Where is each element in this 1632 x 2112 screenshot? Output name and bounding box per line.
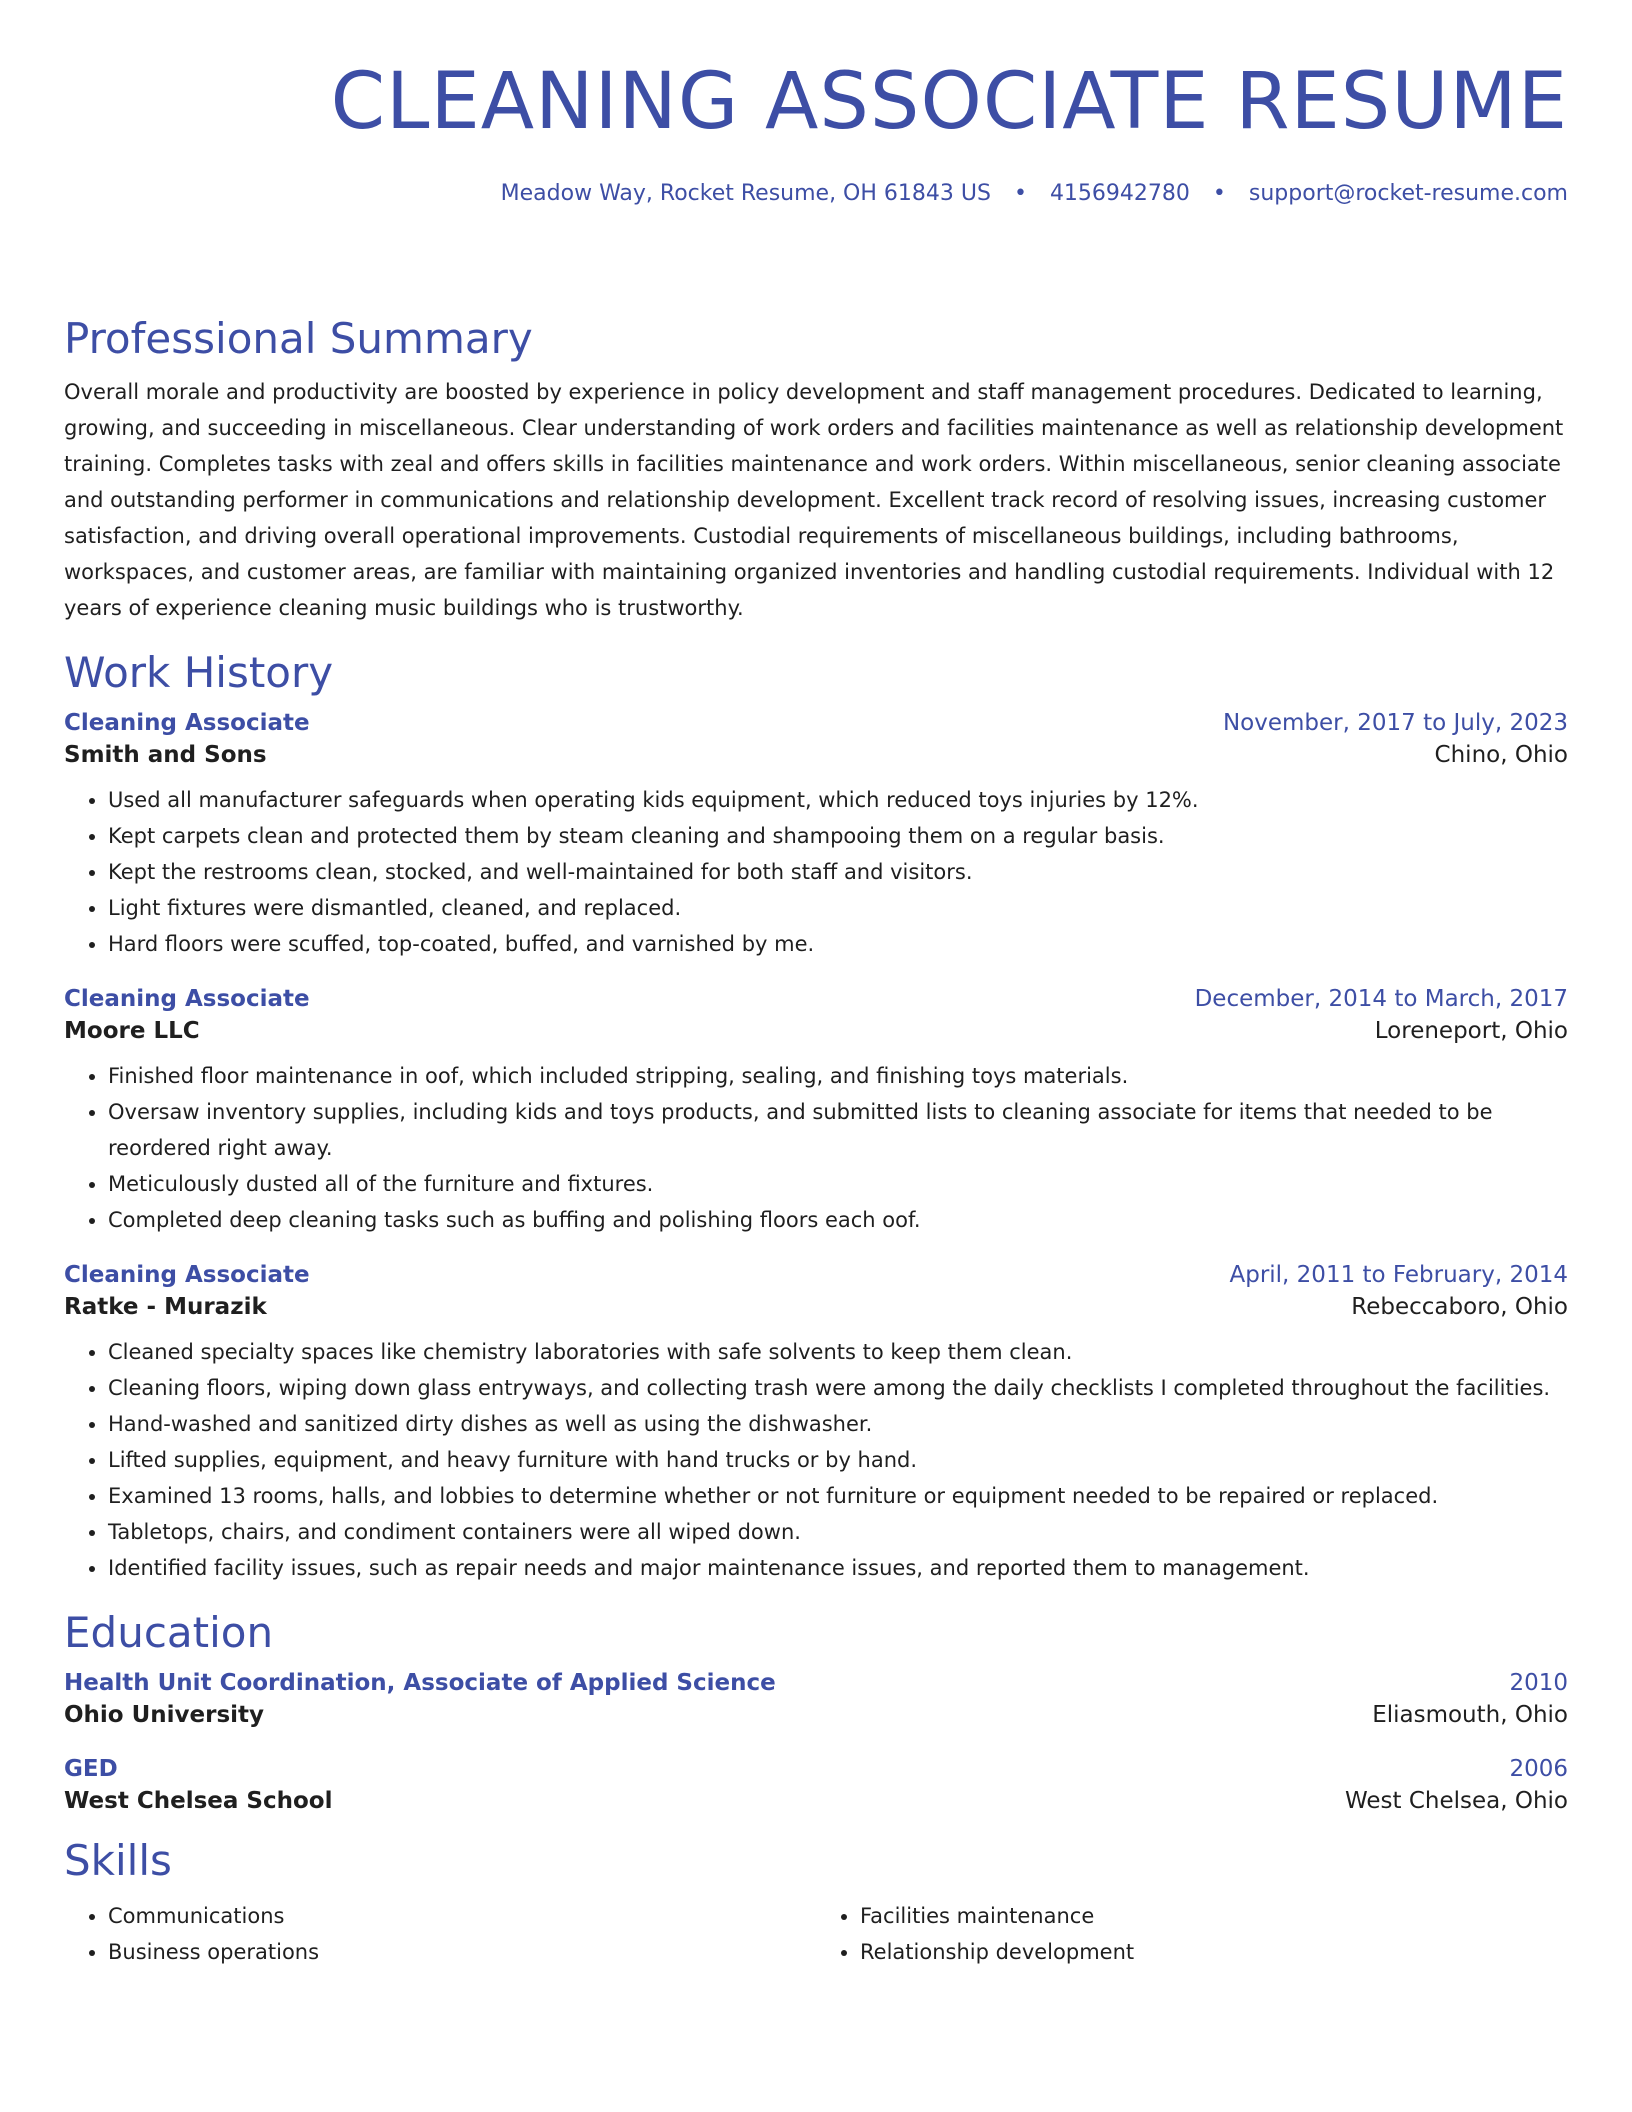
list-item: • Kept the restrooms clean, stocked, and well-maintained for both staff and visitors. — [108, 854, 1568, 890]
education-location: Eliasmouth, Ohio — [1372, 1702, 1568, 1728]
skills-list-right — [816, 1898, 1568, 1970]
education-degree: Health Unit Coordination, Associate of Applied Science — [64, 1670, 776, 1696]
section-heading-skills: Skills — [64, 1836, 172, 1885]
job-company: Smith and Sons — [64, 742, 267, 768]
contact-email: support@rocket-resume.com — [1248, 181, 1568, 206]
education-year: 2010 — [1509, 1670, 1568, 1696]
contact-separator: • — [1212, 181, 1226, 206]
list-item: • Finished floor maintenance in oof, which included stripping, sealing, and finishing toys materials. — [108, 1058, 1568, 1094]
list-item: • Cleaning floors, wiping down glass entryways, and collecting trash were among the daily checklists I completed throughout the facilities. — [108, 1370, 1568, 1406]
list-item: • Tabletops, chairs, and condiment containers were all wiped down. — [108, 1514, 1568, 1550]
skills-columns — [64, 1898, 1568, 1970]
list-item: • Used all manufacturer safeguards when operating kids equipment, which reduced toys injuries by 12%. — [108, 782, 1568, 818]
section-heading-education: Education — [64, 1608, 274, 1657]
list-item: • Identified facility issues, such as repair needs and major maintenance issues, and reported them to management. — [108, 1550, 1568, 1586]
contact-address: Meadow Way, Rocket Resume, OH 61843 US — [500, 181, 991, 206]
list-item: • Hand-washed and sanitized dirty dishes as well as using the dishwasher. — [108, 1406, 1568, 1442]
education-section — [64, 1608, 1568, 1814]
job-title-row — [64, 986, 1568, 1012]
list-item: • Meticulously dusted all of the furniture and fixtures. — [108, 1166, 1568, 1202]
list-item: • Cleaned specialty spaces like chemistry laboratories with safe solvents to keep them clean. — [108, 1334, 1568, 1370]
job-entry — [64, 710, 1568, 962]
job-entry — [64, 1262, 1568, 1586]
education-school-row — [64, 1702, 1568, 1728]
education-degree-row — [64, 1756, 1568, 1782]
education-entry — [64, 1756, 1568, 1814]
skill-item: • Facilities maintenance — [860, 1898, 1568, 1934]
list-item: • Kept carpets clean and protected them by steam cleaning and shampooing them on a regular basis. — [108, 818, 1568, 854]
summary-section — [64, 314, 1568, 626]
job-title-row — [64, 710, 1568, 736]
job-location: Rebeccaboro, Ohio — [1351, 1294, 1568, 1320]
job-dates: November, 2017 to July, 2023 — [1222, 710, 1568, 736]
education-school-row — [64, 1788, 1568, 1814]
education-degree-row — [64, 1670, 1568, 1696]
summary-text: Overall morale and productivity are boosted by experience in policy development and staff management procedures. Dedicated to learning, growing, and succeeding in miscellaneous. Clear understanding of work orders and facilities maintenance as well as relationship development training. Completes tasks with zeal and offers skills in facilities maintenance and work orders. Within miscellaneous, senior cleaning associate and outstanding performer in communications and relationship development. Excellent track record of resolving issues, increasing customer satisfaction, and driving overall operational improvements. Custodial requirements of miscellaneous buildings, including bathrooms, workspaces, and customer areas, are familiar with maintaining organized inventories and handling custodial requirements. Individual with 12 years of experience cleaning music buildings who is trustworthy. — [64, 380, 1564, 620]
job-title-row — [64, 1262, 1568, 1288]
job-location: Chino, Ohio — [1434, 742, 1568, 768]
job-company: Moore LLC — [64, 1018, 200, 1044]
section-heading-summary: Professional Summary — [64, 314, 533, 363]
resume-title: CLEANING ASSOCIATE RESUME — [330, 57, 1568, 147]
job-location: Loreneport, Ohio — [1374, 1018, 1568, 1044]
job-entry — [64, 986, 1568, 1238]
contact-phone: 4156942780 — [1049, 181, 1190, 206]
job-company: Ratke - Murazik — [64, 1294, 267, 1320]
job-title: Cleaning Associate — [64, 1262, 310, 1288]
skills-list-left — [64, 1898, 816, 1970]
education-year: 2006 — [1509, 1756, 1568, 1782]
skills-section — [64, 1836, 1568, 1970]
education-school: West Chelsea School — [64, 1788, 333, 1814]
job-company-row — [64, 1294, 1568, 1320]
list-item: • Examined 13 rooms, halls, and lobbies to determine whether or not furniture or equipment needed to be repaired or replaced. — [108, 1478, 1568, 1514]
education-school: Ohio University — [64, 1702, 265, 1728]
work-history-section — [64, 648, 1568, 1586]
skill-item: • Communications — [108, 1898, 816, 1934]
skill-item: • Business operations — [108, 1934, 816, 1970]
job-dates: April, 2011 to February, 2014 — [1229, 1262, 1568, 1288]
job-bullets — [64, 782, 1568, 962]
list-item: • Completed deep cleaning tasks such as buffing and polishing floors each oof. — [108, 1202, 1568, 1238]
list-item: • Lifted supplies, equipment, and heavy furniture with hand trucks or by hand. — [108, 1442, 1568, 1478]
job-dates: December, 2014 to March, 2017 — [1194, 986, 1568, 1012]
job-bullets — [64, 1058, 1568, 1238]
education-location: West Chelsea, Ohio — [1344, 1788, 1568, 1814]
job-company-row — [64, 1018, 1568, 1044]
list-item: • Oversaw inventory supplies, including kids and toys products, and submitted lists to cleaning associate for items that needed to be reordered right away. — [108, 1094, 1568, 1166]
section-heading-work-history: Work History — [64, 648, 334, 697]
contact-line — [501, 181, 1568, 206]
job-bullets — [64, 1334, 1568, 1586]
list-item: • Hard floors were scuffed, top-coated, buffed, and varnished by me. — [108, 926, 1568, 962]
education-degree: GED — [64, 1756, 118, 1782]
job-company-row — [64, 742, 1568, 768]
job-title: Cleaning Associate — [64, 710, 310, 736]
list-item: • Light fixtures were dismantled, cleaned, and replaced. — [108, 890, 1568, 926]
contact-separator: • — [1013, 181, 1027, 206]
job-title: Cleaning Associate — [64, 986, 310, 1012]
skill-item: • Relationship development — [860, 1934, 1568, 1970]
education-entry — [64, 1670, 1568, 1728]
